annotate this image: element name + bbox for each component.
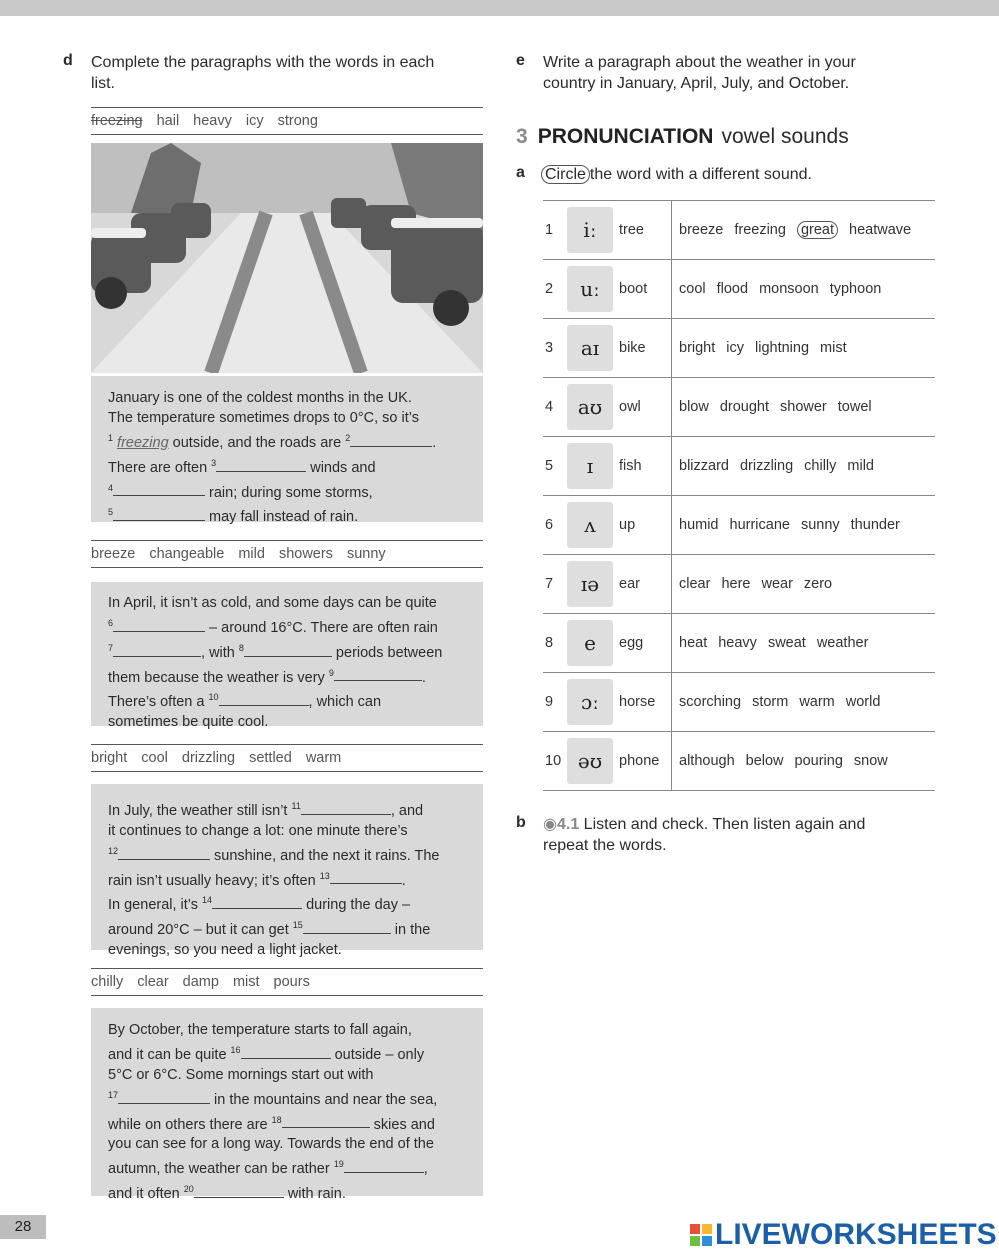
answer-blank-9[interactable]	[334, 666, 422, 681]
boot-icon: uː	[567, 266, 613, 312]
answer-blank-6[interactable]	[113, 617, 205, 632]
pronunciation-word[interactable]: thunder	[850, 517, 900, 533]
pronunciation-word[interactable]: humid	[679, 517, 719, 533]
key-word: boot	[619, 260, 672, 319]
fish-icon: ɪ	[567, 443, 613, 489]
pronunciation-word[interactable]: heat	[679, 635, 708, 651]
pronunciation-word[interactable]: pouring	[794, 753, 843, 769]
pronunciation-word[interactable]: monsoon	[759, 281, 819, 297]
pronunciation-word[interactable]: great	[797, 221, 838, 239]
word-options	[672, 201, 936, 260]
word-list-item: sunny	[346, 546, 386, 562]
pronunciation-word[interactable]: here	[721, 576, 751, 592]
row-number: 3	[543, 319, 567, 378]
word-options	[672, 319, 936, 378]
up-icon: ʌ	[567, 502, 613, 548]
answer-blank-10[interactable]	[219, 691, 309, 706]
answer-blank-2[interactable]	[350, 432, 432, 447]
answer-blank-11[interactable]	[301, 800, 391, 815]
pronunciation-word[interactable]: flood	[716, 281, 749, 297]
word-list-item: drizzling	[181, 750, 236, 766]
pronunciation-word[interactable]: wear	[761, 576, 793, 592]
row-number: 5	[543, 437, 567, 496]
pronunciation-word[interactable]: mild	[847, 458, 874, 474]
pronunciation-row	[543, 378, 935, 437]
pronunciation-row	[543, 555, 935, 614]
word-list-1	[91, 107, 483, 135]
pronunciation-word[interactable]: although	[679, 753, 735, 769]
exercise-b-letter: b	[516, 814, 526, 831]
pronunciation-word[interactable]: icy	[726, 340, 745, 356]
pronunciation-word[interactable]: storm	[752, 694, 789, 710]
word-options	[672, 437, 936, 496]
row-number: 1	[543, 201, 567, 260]
liveworksheets-logo: LIVEWORKSHEETS	[690, 1218, 997, 1252]
word-options	[672, 555, 936, 614]
row-number: 8	[543, 614, 567, 673]
key-word: up	[619, 496, 672, 555]
word-options	[672, 378, 936, 437]
paragraph-october: By October, the temperature starts to fall again, and it can be quite $^{16}$ outside – only 5°C or 6°C. Some mornings start out with $^{17}$ in the mountains and near the sea, while on others there are $^{18}$ skies and you can see for a long way. Towards the end of the autumn, the weather can be rather $^{19}$ , and it often $^{20}$ with rain.	[91, 1008, 483, 1196]
pronunciation-word[interactable]: chilly	[804, 458, 837, 474]
egg-icon: e	[567, 620, 613, 666]
pronunciation-word[interactable]: hurricane	[729, 517, 790, 533]
row-number: 7	[543, 555, 567, 614]
pronunciation-word[interactable]: bright	[679, 340, 716, 356]
pronunciation-row	[543, 319, 935, 378]
word-list-item: showers	[278, 546, 333, 562]
pronunciation-word[interactable]: sunny	[800, 517, 840, 533]
row-number: 9	[543, 673, 567, 732]
section-heading: 3 PRONUNCIATION vowel sounds	[516, 125, 849, 148]
answer-blank-13[interactable]	[330, 869, 402, 884]
exercise-a-instructions: Circle the word with a different sound.	[541, 164, 812, 185]
exercise-d-instructions: Complete the paragraphs with the words in each list.	[91, 54, 435, 92]
pronunciation-word[interactable]: lightning	[755, 340, 810, 356]
answer-blank-3[interactable]	[216, 457, 306, 472]
pronunciation-word[interactable]: zero	[803, 576, 833, 592]
page-number: 28	[0, 1215, 46, 1239]
word-list-item: icy	[245, 113, 264, 129]
exercise-e-instructions: Write a paragraph about the weather in your country in January, April, July, and October.	[543, 54, 856, 92]
pronunciation-word[interactable]: snow	[853, 753, 888, 769]
pronunciation-word[interactable]: breeze	[679, 222, 724, 238]
brand-mark-icon	[690, 1224, 712, 1246]
paragraph-january: January is one of the coldest months in the UK. The temperature sometimes drops to 0°C, so it’s $^1$ freezing outside, and the roads are $^2$ . There are often $^3$ winds and $^4$ rain; during some storms, $^5$ may fall instead of rain.	[91, 376, 483, 522]
exercise-b-instructions: ◉4.1 Listen and check. Then listen again and repeat the words.	[543, 816, 866, 854]
word-options	[672, 673, 936, 732]
pronunciation-word[interactable]: warm	[799, 694, 835, 710]
word-list-item: cool	[141, 750, 168, 766]
answer-blank-20[interactable]	[194, 1183, 284, 1198]
pronunciation-word[interactable]: heatwave	[849, 222, 912, 238]
answer-blank-14[interactable]	[212, 894, 302, 909]
pronunciation-row	[543, 614, 935, 673]
answer-blank-18[interactable]	[282, 1113, 370, 1128]
pronunciation-word[interactable]: mist	[820, 340, 847, 356]
word-options	[672, 496, 936, 555]
word-list-item: pours	[273, 974, 310, 990]
bike-icon: aɪ	[567, 325, 613, 371]
ear-icon: ɪə	[567, 561, 613, 607]
answer-blank-8[interactable]	[244, 642, 332, 657]
pronunciation-word[interactable]: towel	[837, 399, 872, 415]
answer-blank-12[interactable]	[118, 845, 210, 860]
exercise-e-letter: e	[516, 52, 525, 69]
word-list-item: changeable	[149, 546, 225, 562]
pronunciation-word[interactable]: world	[845, 694, 881, 710]
pronunciation-word[interactable]: weather	[816, 635, 869, 651]
paragraph-july: In July, the weather still isn’t $^{11}$ , and it continues to change a lot: one minute there’s $^{12}$ sunshine, and the next it rains. The rain isn’t usually heavy; it’s often $^{13}$ . In general, it’s $^{14}$ during the day – around 20°C – but it can get $^{15}$ in the evenings, so you need a light jacket.	[91, 784, 483, 950]
answer-blank-5[interactable]	[113, 506, 205, 521]
answer-blank-19[interactable]	[344, 1158, 424, 1173]
top-bar	[0, 0, 999, 16]
paragraph-april: In April, it isn’t as cold, and some days can be quite $^6$ – around 16°C. There are often rain $^7$ , with $^8$ periods between them because the weather is very $^9$ . There’s often a $^{10}$ , which can sometimes be quite cool.	[91, 582, 483, 726]
word-list-item: clear	[137, 974, 169, 990]
exercise-a-letter: a	[516, 164, 525, 181]
pronunciation-word[interactable]: sweat	[767, 635, 806, 651]
pronunciation-word[interactable]: blow	[679, 399, 709, 415]
word-list-item: freezing	[91, 113, 143, 129]
word-options	[672, 260, 936, 319]
pronunciation-row	[543, 260, 935, 319]
word-list-item: damp	[182, 974, 219, 990]
row-number: 4	[543, 378, 567, 437]
answer-1[interactable]: freezing	[117, 434, 169, 451]
key-word: bike	[619, 319, 672, 378]
word-list-item: chilly	[91, 974, 124, 990]
pronunciation-word[interactable]: cool	[679, 281, 706, 297]
word-list-item: settled	[249, 750, 292, 766]
answer-blank-15[interactable]	[303, 919, 391, 934]
answer-blank-17[interactable]	[118, 1089, 210, 1104]
horse-icon: ɔː	[567, 679, 613, 725]
audio-icon[interactable]: ◉	[543, 816, 557, 833]
key-word: tree	[619, 201, 672, 260]
key-word: fish	[619, 437, 672, 496]
pronunciation-word[interactable]: scorching	[679, 694, 742, 710]
pronunciation-row	[543, 732, 935, 791]
key-word: ear	[619, 555, 672, 614]
answer-blank-4[interactable]	[113, 481, 205, 496]
key-word: owl	[619, 378, 672, 437]
pronunciation-word[interactable]: below	[745, 753, 784, 769]
tree-icon: iː	[567, 207, 613, 253]
pronunciation-word[interactable]: typhoon	[829, 281, 882, 297]
pronunciation-row	[543, 496, 935, 555]
row-number: 10	[543, 732, 567, 791]
word-list-item: strong	[277, 113, 318, 129]
answer-blank-7[interactable]	[113, 642, 201, 657]
pronunciation-word[interactable]: drought	[719, 399, 770, 415]
word-options	[672, 614, 936, 673]
pronunciation-row	[543, 673, 935, 732]
snowy-street-photo	[91, 143, 483, 373]
exercise-d-letter: d	[63, 52, 73, 69]
key-word: phone	[619, 732, 672, 791]
key-word: horse	[619, 673, 672, 732]
audio-track-number[interactable]: 4.1	[556, 816, 580, 833]
word-list-item: bright	[91, 750, 128, 766]
row-number: 6	[543, 496, 567, 555]
answer-blank-16[interactable]	[241, 1044, 331, 1059]
word-list-item: mist	[232, 974, 260, 990]
word-list-item: heavy	[193, 113, 232, 129]
phone-icon: əʊ	[567, 738, 613, 784]
word-list-item: hail	[156, 113, 180, 129]
word-options	[672, 732, 936, 791]
pronunciation-word[interactable]: clear	[679, 576, 711, 592]
word-list-item: mild	[238, 546, 265, 562]
word-list-item: warm	[305, 750, 342, 766]
pronunciation-row	[543, 437, 935, 496]
owl-icon: aʊ	[567, 384, 613, 430]
pronunciation-row	[543, 201, 935, 260]
word-list-4	[91, 968, 483, 996]
word-list-2	[91, 540, 483, 568]
pronunciation-word[interactable]: blizzard	[679, 458, 729, 474]
word-list-3	[91, 744, 483, 772]
pronunciation-word[interactable]: freezing	[734, 222, 786, 238]
pronunciation-table	[543, 200, 935, 791]
word-list-item: breeze	[91, 546, 136, 562]
row-number: 2	[543, 260, 567, 319]
pronunciation-word[interactable]: drizzling	[739, 458, 794, 474]
key-word: egg	[619, 614, 672, 673]
pronunciation-word[interactable]: shower	[780, 399, 827, 415]
pronunciation-word[interactable]: heavy	[718, 635, 757, 651]
